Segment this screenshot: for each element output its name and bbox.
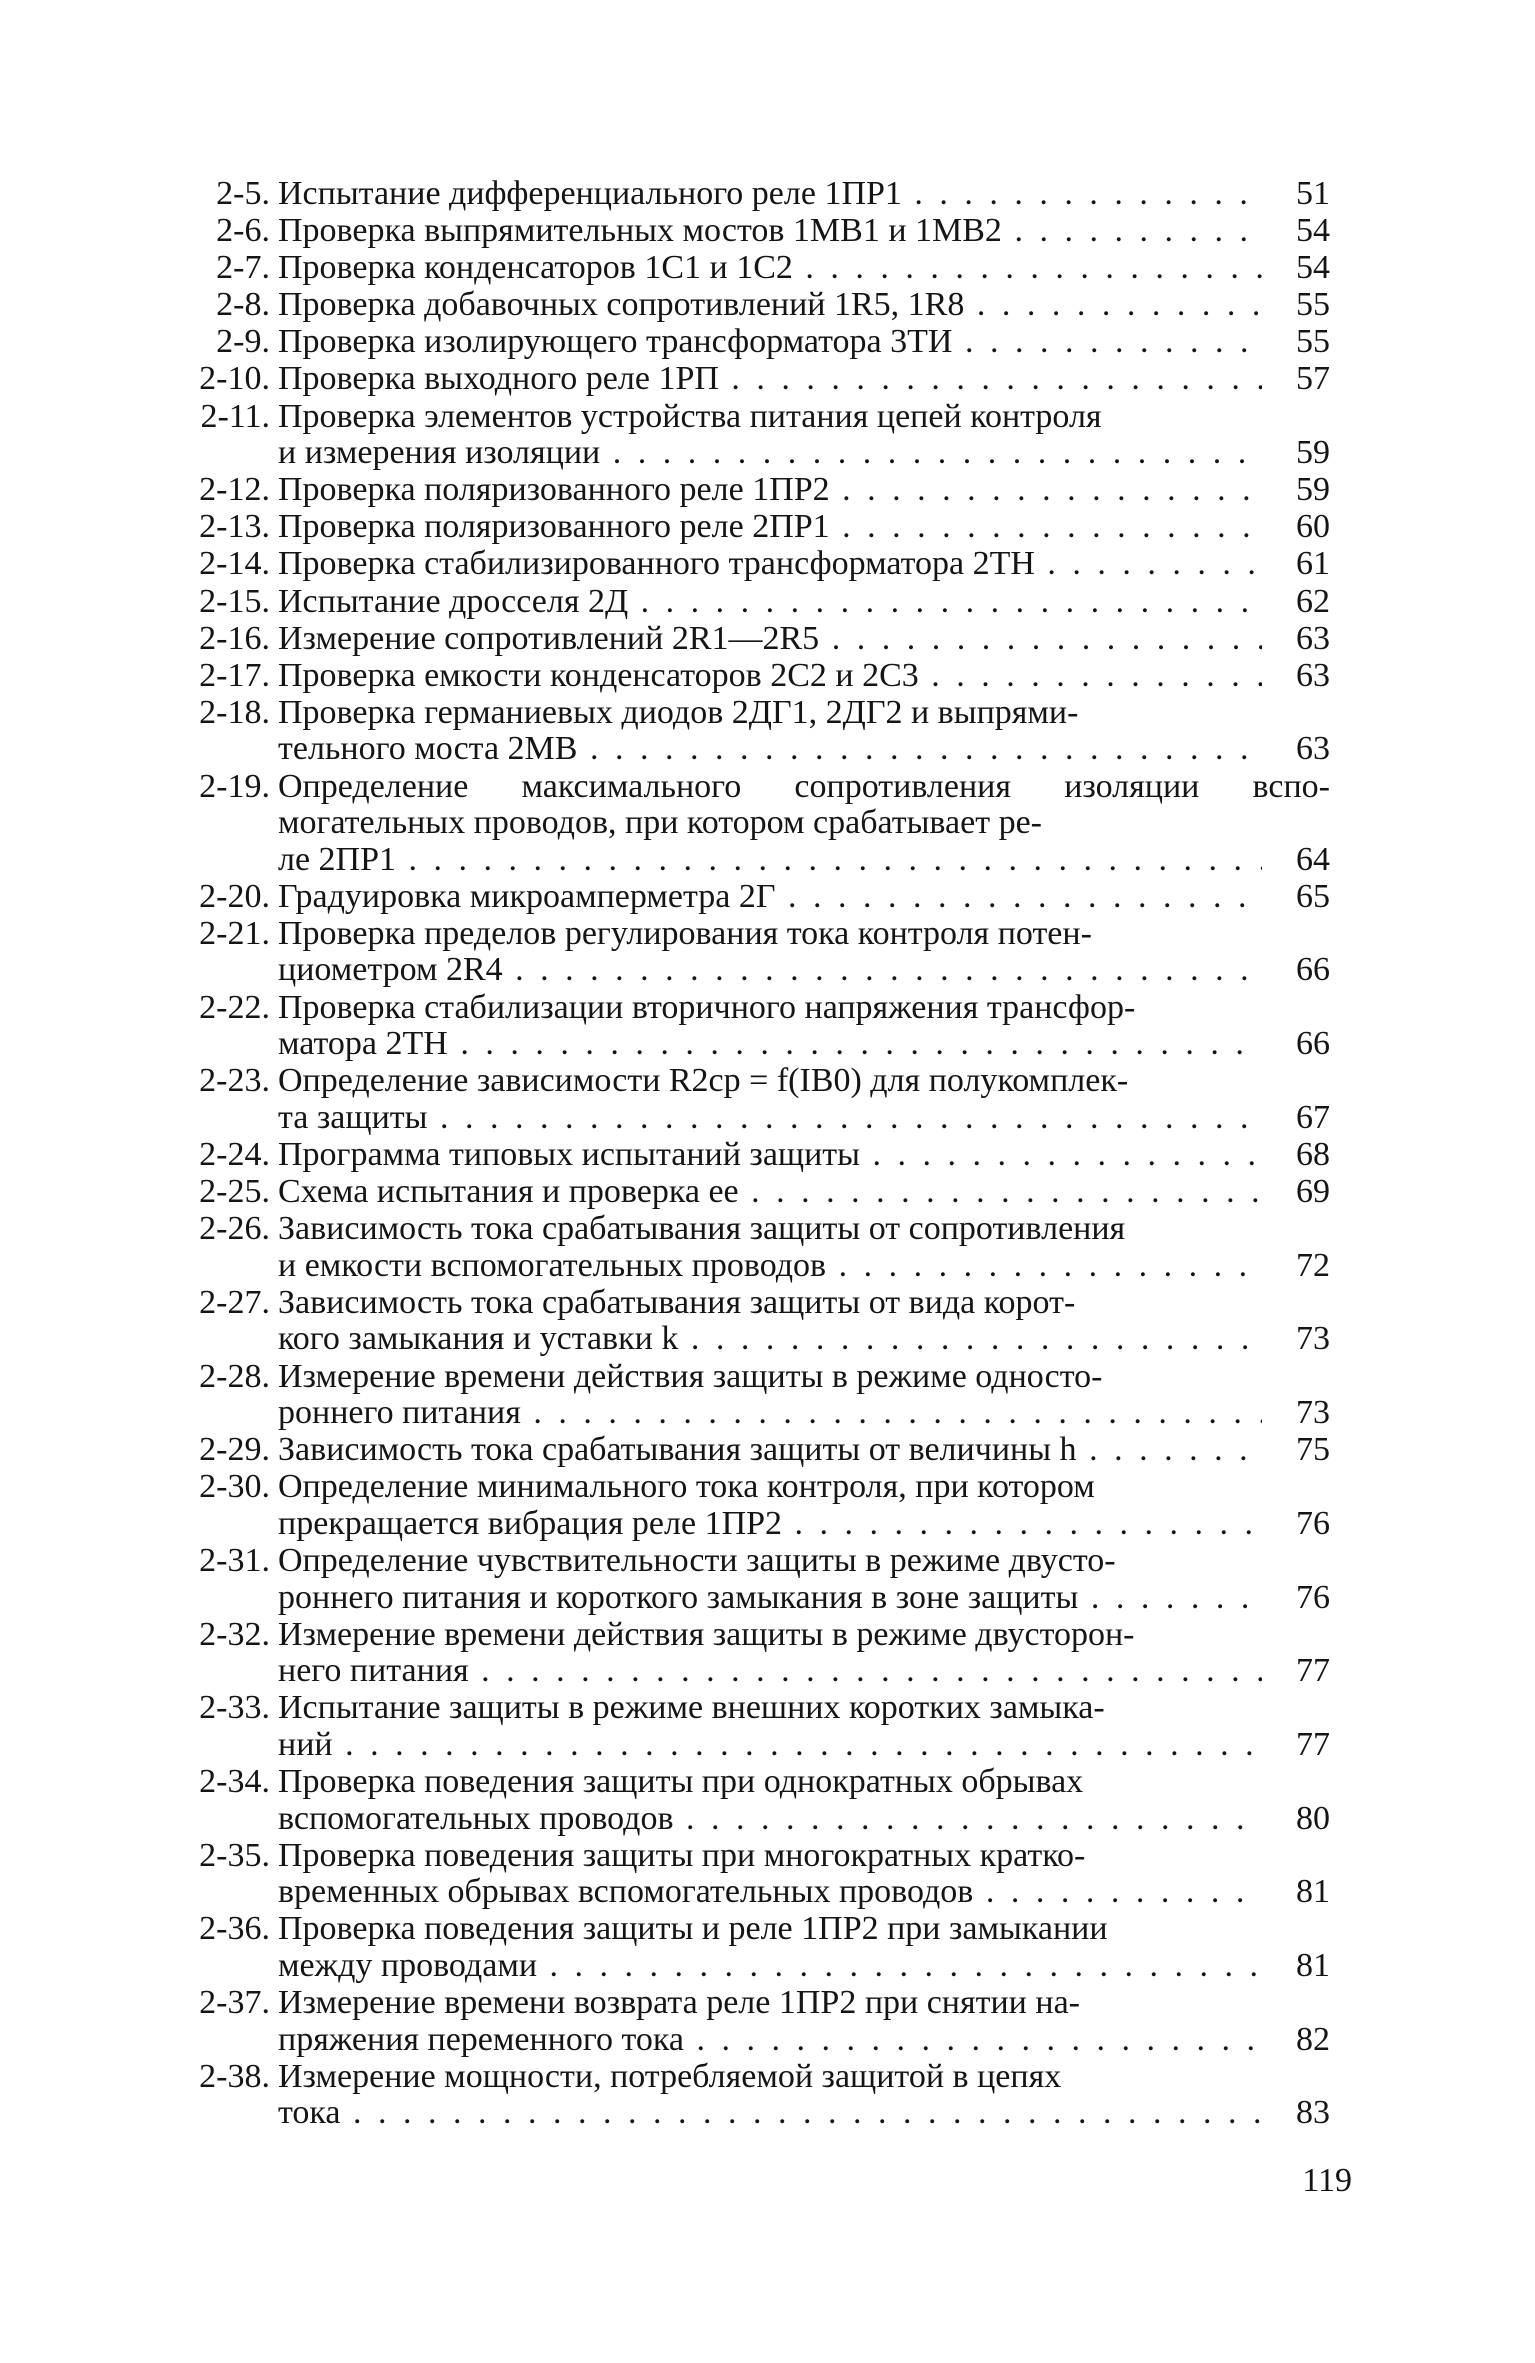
entry-text: Измерение времени возврата реле 1ПР2 при снятии на- (278, 1984, 1080, 2022)
entry-page: 62 (1296, 582, 1330, 620)
entry-number: 2-13. (199, 508, 270, 546)
entry-text: Проверка поведения защиты и реле 1ПР2 при замыкании (278, 1910, 1108, 1948)
entry-line (278, 1432, 1330, 1469)
entry-title: Программа типовых испытаний защиты . . . (278, 1137, 1262, 1174)
entry-line (278, 1653, 1330, 1690)
entry-line (278, 1580, 1330, 1617)
toc-entry (178, 584, 1330, 621)
entry-line (278, 1248, 1330, 1285)
entry-text: Проверка поведения защиты при однократных обрывах (278, 1763, 1084, 1801)
entry-line (278, 1174, 1330, 1211)
entry-title: и измерения изоляции . . . (278, 435, 1262, 472)
toc-entry (178, 546, 1330, 583)
entry-line (278, 250, 1330, 287)
entry-number: 2-36. (199, 1910, 270, 1948)
entry-title: Проверка емкости конденсаторов 2С2 и 2С3 . . . (278, 658, 1262, 695)
entry-line (278, 1026, 1330, 1063)
entry-text: Испытание защиты в режиме внешних коротких замыка- (278, 1689, 1105, 1727)
entry-line (278, 546, 1330, 583)
entry-page: 67 (1296, 1098, 1330, 1136)
toc-entry (178, 1690, 1330, 1763)
entry-title: временных обрывах вспомогательных проводов . . . (278, 1874, 1262, 1911)
entry-page: 64 (1296, 840, 1330, 878)
entry-line (278, 509, 1330, 546)
toc-entry (178, 1137, 1330, 1174)
entry-page: 80 (1296, 1799, 1330, 1837)
entry-page: 66 (1296, 1025, 1330, 1063)
entry-page: 81 (1296, 1873, 1330, 1911)
toc-entry (178, 1063, 1330, 1136)
entry-title: Проверка выходного реле 1РП . . . (278, 361, 1262, 398)
entry-text: Измерение времени действия защиты в режиме двусторон- (278, 1615, 1135, 1653)
table-of-contents (178, 176, 1330, 2132)
entry-page: 73 (1296, 1394, 1330, 1432)
entry-title: роннего питания и короткого замыкания в зоне защиты . . . (278, 1580, 1262, 1617)
entry-number: 2-30. (199, 1468, 270, 1506)
entry-title: Проверка поляризованного реле 1ПР2 . . . (278, 472, 1262, 509)
entry-text: Зависимость тока срабатывания защиты от сопротивления (278, 1210, 1126, 1248)
entry-text: Проверка элементов устройства питания цепей контроля (278, 397, 1102, 435)
toc-entry (178, 769, 1330, 879)
entry-line (278, 2095, 1330, 2132)
toc-entry (178, 1617, 1330, 1690)
entry-title: кого замыкания и уставки k . . . (278, 1321, 1262, 1358)
entry-number: 2-37. (199, 1984, 270, 2022)
entry-page: 69 (1296, 1173, 1330, 1211)
entry-title: Испытание дросселя 2Д . . . (278, 584, 1262, 621)
entry-title: и емкости вспомогательных проводов . . . (278, 1248, 1262, 1285)
entry-title: ний . . . (278, 1727, 1262, 1764)
toc-entry (178, 1985, 1330, 2058)
entry-text: Проверка пределов регулирования тока контроля потен- (278, 914, 1092, 952)
entry-page: 77 (1296, 1652, 1330, 1690)
entry-number: 2-21. (199, 914, 270, 952)
toc-entry (178, 250, 1330, 287)
entry-title: ле 2ПР1 . . . (278, 842, 1262, 879)
entry-line (278, 472, 1330, 509)
entry-title: Проверка конденсаторов 1С1 и 1С2 . . . (278, 250, 1262, 287)
entry-number: 2-17. (199, 656, 270, 694)
entry-title: вспомогательных проводов . . . (278, 1801, 1262, 1838)
entry-title: прекращается вибрация реле 1ПР2 . . . (278, 1506, 1262, 1543)
entry-line (278, 879, 1330, 916)
entry-line (278, 1874, 1330, 1911)
entry-number: 2-6. (216, 212, 270, 250)
entry-number: 2-32. (199, 1615, 270, 1653)
entry-line (278, 176, 1330, 213)
toc-entry (178, 990, 1330, 1063)
entry-page: 72 (1296, 1246, 1330, 1284)
entry-text: Определение максимального сопротивления изоляции вспо- могательных проводов, при котором срабатывает ре- (278, 767, 1330, 842)
toc-entry (178, 658, 1330, 695)
entry-text: Проверка стабилизации вторичного напряжения трансфор- (278, 988, 1136, 1026)
entry-page: 75 (1296, 1431, 1330, 1469)
entry-number: 2-16. (199, 619, 270, 657)
toc-entry (178, 695, 1330, 768)
entry-line (278, 584, 1330, 621)
entry-title: Проверка поляризованного реле 2ПР1 . . . (278, 509, 1262, 546)
entry-line (278, 658, 1330, 695)
entry-number: 2-19. (199, 767, 270, 805)
toc-entry (178, 1911, 1330, 1984)
entry-number: 2-5. (216, 175, 270, 212)
entry-text: Проверка германиевых диодов 2ДГ1, 2ДГ2 и выпрями- (278, 693, 1079, 731)
entry-title: пряжения переменного тока . . . (278, 2022, 1262, 2059)
entry-line (278, 213, 1330, 250)
entry-title: та защиты . . . (278, 1100, 1262, 1137)
entry-title: между проводами . . . (278, 1948, 1262, 1985)
entry-title: Зависимость тока срабатывания защиты от величины h . . . (278, 1432, 1262, 1469)
toc-entry (178, 399, 1330, 472)
entry-number: 2-24. (199, 1135, 270, 1173)
entry-number: 2-9. (216, 323, 270, 361)
page-number: 119 (1302, 2162, 1352, 2199)
toc-entry (178, 1469, 1330, 1542)
entry-line (278, 1321, 1330, 1358)
entry-number: 2-10. (199, 360, 270, 398)
toc-entry (178, 1359, 1330, 1432)
entry-page: 59 (1296, 434, 1330, 472)
entry-page: 68 (1296, 1135, 1330, 1173)
toc-entry (178, 509, 1330, 546)
entry-page: 73 (1296, 1320, 1330, 1358)
toc-entry (178, 1211, 1330, 1284)
entry-title: Проверка выпрямительных мостов 1МВ1 и 1МВ2 . . . (278, 213, 1262, 250)
entry-page: 77 (1296, 1725, 1330, 1763)
toc-entry (178, 1285, 1330, 1358)
entry-text: Измерение времени действия защиты в режиме односто- (278, 1357, 1103, 1395)
toc-entry (178, 324, 1330, 361)
entry-text: Измерение мощности, потребляемой защитой в цепях (278, 2057, 1062, 2095)
entry-number: 2-35. (199, 1836, 270, 1874)
entry-number: 2-31. (199, 1541, 270, 1579)
entry-line (278, 842, 1330, 879)
entry-number: 2-18. (199, 693, 270, 731)
entry-title: Схема испытания и проверка ее . . . (278, 1174, 1262, 1211)
toc-entry (178, 472, 1330, 509)
entry-number: 2-14. (199, 545, 270, 583)
entry-number: 2-22. (199, 988, 270, 1026)
entry-line (278, 1801, 1330, 1838)
entry-page: 61 (1296, 545, 1330, 583)
entry-page: 57 (1296, 360, 1330, 398)
entry-page: 54 (1296, 212, 1330, 250)
entry-line (278, 621, 1330, 658)
toc-entry (178, 1543, 1330, 1616)
entry-page: 65 (1296, 877, 1330, 915)
toc-entry (178, 621, 1330, 658)
entry-line (278, 1948, 1330, 1985)
entry-number: 2-11. (200, 397, 270, 435)
entry-line (278, 1100, 1330, 1137)
entry-number: 2-25. (199, 1173, 270, 1211)
entry-title: Проверка добавочных сопротивлений 1R5, 1R8 . . . (278, 287, 1262, 324)
entry-line (278, 1395, 1330, 1432)
entry-title: тельного моста 2МВ . . . (278, 731, 1262, 768)
entry-title: Испытание дифференциального реле 1ПР1 . . . (278, 176, 1262, 213)
entry-text: Проверка поведения защиты при многократных кратко- (278, 1836, 1086, 1874)
entry-number: 2-23. (199, 1062, 270, 1100)
entry-title: Проверка изолирующего трансформатора 3ТИ . . . (278, 324, 1262, 361)
entry-number: 2-26. (199, 1210, 270, 1248)
entry-line (278, 1506, 1330, 1543)
entry-number: 2-38. (199, 2057, 270, 2095)
entry-text: Определение зависимости R2ср = f(IВ0) для полукомплек- (278, 1062, 1129, 1100)
entry-title: циометром 2R4 . . . (278, 952, 1262, 989)
entry-page: 82 (1296, 2020, 1330, 2058)
entry-line (278, 731, 1330, 768)
toc-entry (178, 916, 1330, 989)
entry-title: Проверка стабилизированного трансформатора 2ТН . . . (278, 546, 1262, 583)
entry-page: 63 (1296, 656, 1330, 694)
entry-page: 81 (1296, 1947, 1330, 1984)
entry-line (278, 287, 1330, 324)
entry-number: 2-20. (199, 877, 270, 915)
entry-number: 2-8. (216, 286, 270, 324)
toc-entry (178, 176, 1330, 213)
toc-entry (178, 1432, 1330, 1469)
entry-line (278, 1137, 1330, 1174)
entry-number: 2-34. (199, 1763, 270, 1801)
entry-page: 51 (1296, 175, 1330, 212)
toc-entry (178, 2059, 1330, 2132)
entry-text: Зависимость тока срабатывания защиты от вида корот- (278, 1283, 1076, 1321)
entry-number: 2-27. (199, 1283, 270, 1321)
entry-page: 76 (1296, 1504, 1330, 1542)
toc-entry (178, 287, 1330, 324)
entry-number: 2-29. (199, 1431, 270, 1469)
entry-line (278, 361, 1330, 398)
entry-number: 2-28. (199, 1357, 270, 1395)
toc-entry (178, 1174, 1330, 1211)
entry-number: 2-7. (216, 249, 270, 287)
toc-entry (178, 879, 1330, 916)
entry-number: 2-33. (199, 1689, 270, 1727)
entry-number: 2-15. (199, 582, 270, 620)
entry-text: Определение минимального тока контроля, при котором (278, 1468, 1095, 1506)
entry-page: 55 (1296, 286, 1330, 324)
entry-page: 60 (1296, 508, 1330, 546)
entry-text: Определение чувствительности защиты в режиме двусто- (278, 1541, 1116, 1579)
entry-title: матора 2ТН . . . (278, 1026, 1262, 1063)
entry-page: 54 (1296, 249, 1330, 287)
entry-page: 63 (1296, 619, 1330, 657)
entry-page: 63 (1296, 730, 1330, 768)
entry-number: 2-12. (199, 471, 270, 509)
entry-page: 83 (1296, 2094, 1330, 2132)
entry-line (278, 1727, 1330, 1764)
toc-entry (178, 1838, 1330, 1911)
entry-title: роннего питания . . . (278, 1395, 1262, 1432)
entry-line (278, 435, 1330, 472)
toc-entry (178, 361, 1330, 398)
entry-line (278, 952, 1330, 989)
toc-entry (178, 213, 1330, 250)
toc-entry (178, 1764, 1330, 1837)
entry-page: 55 (1296, 323, 1330, 361)
entry-page: 66 (1296, 951, 1330, 989)
entry-title: него питания . . . (278, 1653, 1262, 1690)
entry-page: 76 (1296, 1578, 1330, 1616)
entry-title: Измерение сопротивлений 2R1—2R5 . . . (278, 621, 1262, 658)
entry-line (278, 2022, 1330, 2059)
entry-page: 59 (1296, 471, 1330, 509)
entry-title: Градуировка микроамперметра 2Г . . . (278, 879, 1262, 916)
entry-title: тока . . . (278, 2095, 1262, 2132)
entry-line (278, 324, 1330, 361)
